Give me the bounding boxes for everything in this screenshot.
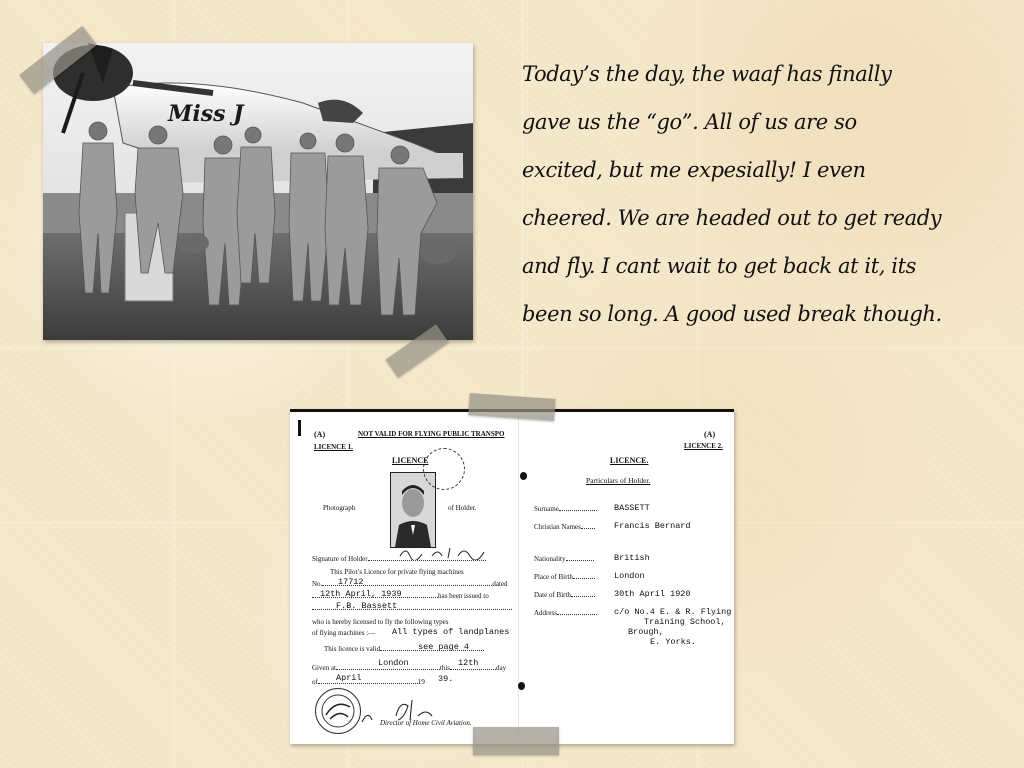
address-line: c/o No.4 E. & R. Flying bbox=[614, 607, 732, 617]
licence-corner-sub: LICENCE 2. bbox=[684, 442, 723, 450]
pilots-photo-image bbox=[43, 43, 473, 340]
signature-label: Signature of Holder bbox=[312, 555, 486, 563]
nationality-value: British bbox=[614, 553, 650, 563]
licence-given-place: London bbox=[378, 658, 409, 668]
licence-left-page bbox=[290, 412, 518, 744]
nationality-label: Nationality bbox=[534, 555, 594, 563]
surname-label: Surname bbox=[534, 505, 597, 513]
diary-line: excited, but me expesially! I even bbox=[522, 158, 866, 182]
licence-issued-to: F.B. Bassett bbox=[336, 601, 398, 611]
licence-paragraph-2b: of flying machines :— bbox=[312, 629, 376, 637]
licence-corner-label: (A) bbox=[314, 430, 326, 439]
licence-corner-sub: LICENCE 1. bbox=[314, 443, 353, 451]
christian-names-value: Francis Bernard bbox=[614, 521, 691, 531]
photograph-label: Photograph bbox=[323, 504, 356, 512]
licence-number-line: No. dated bbox=[312, 580, 508, 588]
licence-header: NOT VALID FOR FLYING PUBLIC TRANSPO bbox=[358, 430, 505, 438]
licence-given-day: 12th bbox=[458, 658, 479, 668]
licence-issue-date: 12th April, 1939 bbox=[320, 589, 402, 599]
licence-right-page bbox=[518, 412, 734, 744]
address-line: Brough, bbox=[628, 627, 664, 637]
holder-signature bbox=[398, 544, 488, 560]
particulars-label: Particulars of Holder. bbox=[586, 476, 651, 485]
licence-given-month-line: of 19 bbox=[312, 678, 425, 686]
address-line: Training School, bbox=[644, 617, 726, 627]
licence-date-line: has been issued to bbox=[312, 592, 489, 600]
licence-given-line: Given at this day bbox=[312, 664, 507, 672]
pilots-photo bbox=[43, 43, 473, 340]
licence-valid-label: This licence is valid bbox=[324, 645, 484, 653]
of-holder-label: of Holder. bbox=[448, 504, 477, 512]
licence-paragraph-2: who is hereby licensed to fly the following types bbox=[312, 618, 449, 626]
place-of-birth-value: London bbox=[614, 571, 645, 581]
diary-line: been so long. A good used break though. bbox=[522, 302, 942, 326]
diary-line: Today’s the day, the waaf has finally bbox=[522, 62, 892, 86]
licence-paragraph-1: This Pilot’s Licence for private flying machines bbox=[330, 568, 464, 576]
plane-nose-name: Miss J bbox=[168, 101, 244, 127]
licence-number: 17712 bbox=[338, 577, 364, 587]
licence-corner-label: (A) bbox=[704, 430, 716, 439]
official-seal bbox=[315, 688, 361, 734]
licence-aircraft-types: All types of landplanes bbox=[392, 627, 510, 637]
diary-line: and fly. I cant wait to get back at it, its bbox=[522, 254, 917, 278]
address-line: E. Yorks. bbox=[650, 637, 696, 647]
licence-title: LICENCE bbox=[392, 456, 429, 465]
diary-line: gave us the “go”. All of us are so bbox=[522, 110, 857, 134]
director-label: Director of Home Civil Aviation. bbox=[380, 719, 472, 727]
licence-valid-value: see page 4 bbox=[418, 642, 470, 652]
date-of-birth-value: 30th April 1920 bbox=[614, 589, 691, 599]
licence-given-month: April bbox=[336, 673, 362, 683]
ink-stamp bbox=[423, 448, 465, 490]
surname-value: BASSETT bbox=[614, 503, 650, 513]
place-of-birth-label: Place of Birth bbox=[534, 573, 595, 581]
diary-line: cheered. We are headed out to get ready bbox=[522, 206, 942, 230]
diary-entry bbox=[522, 50, 982, 338]
grid-line bbox=[0, 348, 1024, 349]
address-label: Address bbox=[534, 609, 597, 617]
christian-names-label: Christian Names bbox=[534, 523, 595, 531]
licence-tape-bottom bbox=[473, 727, 559, 755]
licence-given-year: 39. bbox=[438, 674, 454, 684]
pilot-licence-document bbox=[290, 409, 734, 744]
licence-right-title: LICENCE. bbox=[610, 456, 649, 465]
date-of-birth-label: Date of Birth bbox=[534, 591, 595, 599]
